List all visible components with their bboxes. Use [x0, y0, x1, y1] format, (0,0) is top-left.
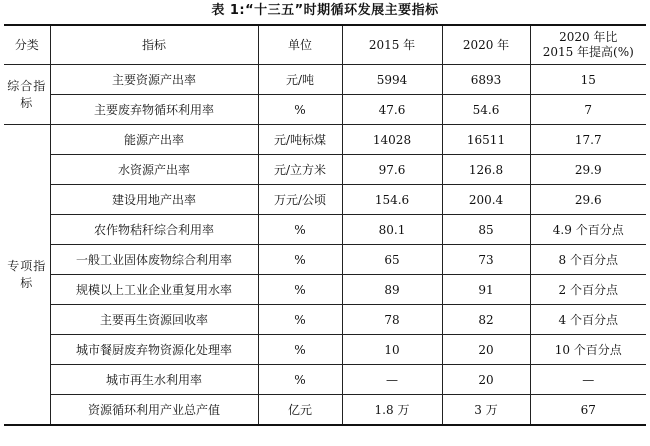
indicators-table: [4, 24, 646, 426]
y2015-cell: —: [342, 365, 442, 395]
y2015-cell: 154.6: [342, 185, 442, 215]
header-change: [530, 25, 646, 65]
y2020-cell: 3 万: [442, 395, 530, 426]
change-cell: —: [530, 365, 646, 395]
y2020-cell: 20: [442, 335, 530, 365]
indicator-cell: 能源产出率: [50, 125, 258, 155]
y2015-cell: 5994: [342, 65, 442, 95]
table-row: [4, 305, 646, 335]
header-category: 分类: [4, 25, 50, 65]
table-row: [4, 95, 646, 125]
unit-cell: 元/立方米: [258, 155, 342, 185]
y2015-cell: 89: [342, 275, 442, 305]
y2020-cell: 73: [442, 245, 530, 275]
y2020-cell: 91: [442, 275, 530, 305]
unit-cell: %: [258, 305, 342, 335]
indicator-cell: 主要资源产出率: [50, 65, 258, 95]
y2015-cell: 47.6: [342, 95, 442, 125]
y2015-cell: 65: [342, 245, 442, 275]
table-caption: 表 1:“十三五”时期循环发展主要指标: [211, 3, 439, 18]
y2020-cell: 85: [442, 215, 530, 245]
table-row: [4, 125, 646, 155]
header-unit: 单位: [258, 25, 342, 65]
unit-cell: 亿元: [258, 395, 342, 426]
indicator-cell: 资源循环利用产业总产值: [50, 395, 258, 426]
change-cell: 10 个百分点: [530, 335, 646, 365]
y2015-cell: 97.6: [342, 155, 442, 185]
table-row: [4, 65, 646, 95]
change-cell: 2 个百分点: [530, 275, 646, 305]
change-cell: 17.7: [530, 125, 646, 155]
y2020-cell: 6893: [442, 65, 530, 95]
table-row: [4, 395, 646, 426]
y2020-cell: 16511: [442, 125, 530, 155]
unit-cell: %: [258, 245, 342, 275]
change-cell: 4.9 个百分点: [530, 215, 646, 245]
header-row: [4, 25, 646, 65]
unit-cell: %: [258, 365, 342, 395]
indicator-cell: 水资源产出率: [50, 155, 258, 185]
table-row: [4, 335, 646, 365]
indicator-cell: 城市再生水利用率: [50, 365, 258, 395]
y2020-cell: 54.6: [442, 95, 530, 125]
y2015-cell: 78: [342, 305, 442, 335]
indicator-cell: 主要废弃物循环利用率: [50, 95, 258, 125]
header-change-line2: 2015 年提高(%): [542, 45, 634, 59]
header-2020: 2020 年: [442, 25, 530, 65]
table-row: [4, 245, 646, 275]
indicator-cell: 一般工业固体废物综合利用率: [50, 245, 258, 275]
y2015-cell: 14028: [342, 125, 442, 155]
unit-cell: 万元/公顷: [258, 185, 342, 215]
unit-cell: %: [258, 215, 342, 245]
indicator-cell: 主要再生资源回收率: [50, 305, 258, 335]
header-2015: 2015 年: [342, 25, 442, 65]
table-row: [4, 155, 646, 185]
unit-cell: 元/吨标煤: [258, 125, 342, 155]
y2015-cell: 1.8 万: [342, 395, 442, 426]
y2020-cell: 126.8: [442, 155, 530, 185]
table-row: [4, 185, 646, 215]
unit-cell: %: [258, 335, 342, 365]
change-cell: 15: [530, 65, 646, 95]
change-cell: 29.6: [530, 185, 646, 215]
indicator-cell: 城市餐厨废弃物资源化处理率: [50, 335, 258, 365]
y2015-cell: 10: [342, 335, 442, 365]
table-row: [4, 365, 646, 395]
y2020-cell: 20: [442, 365, 530, 395]
indicator-cell: 建设用地产出率: [50, 185, 258, 215]
y2020-cell: 82: [442, 305, 530, 335]
unit-cell: %: [258, 275, 342, 305]
category-cell: 综合指标: [4, 65, 50, 125]
unit-cell: 元/吨: [258, 65, 342, 95]
change-cell: 8 个百分点: [530, 245, 646, 275]
header-change-line1: 2020 年比: [559, 30, 618, 44]
category-cell: 专项指标: [4, 125, 50, 426]
table-row: [4, 215, 646, 245]
table-body: [4, 65, 646, 426]
change-cell: 4 个百分点: [530, 305, 646, 335]
change-cell: 29.9: [530, 155, 646, 185]
change-cell: 7: [530, 95, 646, 125]
indicator-cell: 规模以上工业企业重复用水率: [50, 275, 258, 305]
change-cell: 67: [530, 395, 646, 426]
y2020-cell: 200.4: [442, 185, 530, 215]
y2015-cell: 80.1: [342, 215, 442, 245]
indicator-cell: 农作物秸秆综合利用率: [50, 215, 258, 245]
table-row: [4, 275, 646, 305]
unit-cell: %: [258, 95, 342, 125]
header-indicator: 指标: [50, 25, 258, 65]
